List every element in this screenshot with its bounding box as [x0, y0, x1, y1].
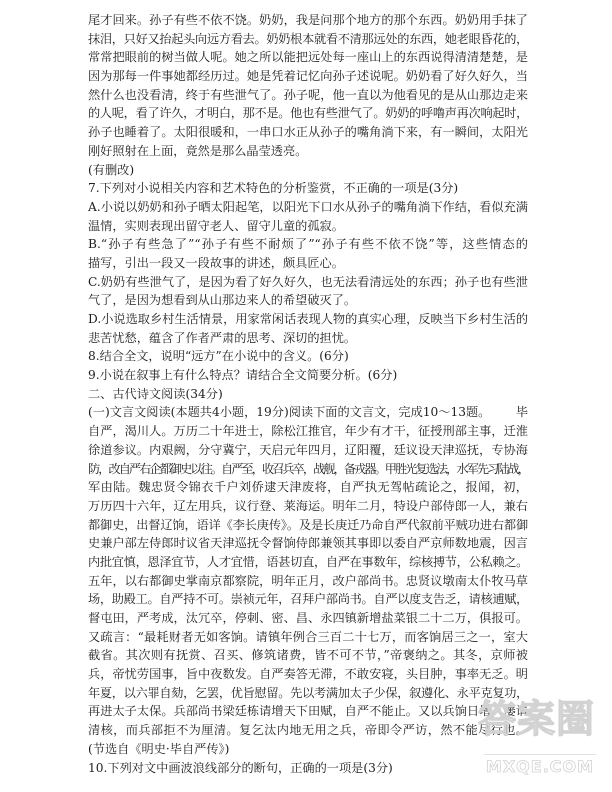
- passage-line: 防，改自严右企都御史以往。自严至，收召兵卒，战舰，备戎器。甲胜光复选法，水军先习陆战，: [88, 461, 528, 476]
- option-b-line: 描写，引出一段又一段故事的讲述，颇具匠心。: [88, 255, 344, 270]
- question-10: 10.下列对文中画波浪线部分的断句，正确的一项是(3分): [88, 760, 393, 775]
- passage-line: 再进太子太保。兵部尚书梁廷栋请增天下田赋，自严不能止。又以兵饷日增，屡请: [88, 704, 528, 719]
- story-line: 因为那每一件事她都经历过。她是凭着记忆向孙子述说呢。奶奶看了好久好久，当: [88, 69, 528, 84]
- passage-line: 万历四十六年，辽左用兵，议行登、莱海运。明年二月，特设户部侍郎一人，兼右: [88, 498, 528, 513]
- passage-line: 兵，帝忧劳国事，旨中夜数发。自严奏答无滞，不敢安寝，头目肿，事率无乏。明: [88, 667, 528, 682]
- passage-line: 军由陆。魏忠贤令锦衣千户刘侨逮天津废将，自严执无驾帖疏论之，报闻，初，: [88, 480, 528, 495]
- passage-line: 督屯田，严考成，汰冗卒，停刺、密、昌、永四镇新增盐菜银二十二万，俱报可。: [88, 611, 528, 625]
- option-a-line: A.小说以奶奶和孙子晒太阳起笔，以阳光下口水从孙子的嘴角淌下作结，看似充满: [88, 199, 528, 214]
- passage-line: 年夏，以六罪自劾，乞罢，优旨慰留。先以考满加太子少保，叙遵化、永平克复功，: [88, 685, 528, 700]
- classical-reading-intro: [88, 403, 528, 422]
- passage-line: 清核，而兵部拒不为厘清。复乞汰内地无用之兵，帝即令严访，然不能尽行也。: [88, 723, 528, 738]
- option-a-line: 温情，实则表现出留守老人、留守儿童的孤寂。: [88, 218, 344, 233]
- story-line: 刚好照射在上面，竟然是那么晶莹透亮。: [88, 143, 308, 158]
- story-line: 抹泪，只好又抬起头向远方看去。奶奶根本就看不清那远处的东西，她老眼昏花的，: [88, 31, 528, 46]
- story-line: 孙子也睡着了。太阳很暖和，一串口水正从孙子的嘴角淌下来，有一瞬间，太阳光: [88, 125, 528, 140]
- passage-line: 史兼户部左侍郎时议省天津巡抚令督饷侍郎兼领其事即以委自严京师数地震，因言: [88, 536, 528, 551]
- watermark-site: MXQE.COM: [484, 754, 596, 779]
- story-line: 的人呢，看了许久，才明白，那不是。他也有些泄气了。奶奶的呼噜声再次响起时，: [88, 106, 528, 121]
- passage-source: (节选自《明史·毕自严传》): [88, 741, 230, 756]
- revision-note: (有删改): [88, 162, 135, 177]
- question-8: 8.结合全文，说明“远方”在小说中的含义。(6分): [88, 349, 349, 364]
- passage-line: 又疏言：“最耗财者无如客饷。请镇年例合三百二十七万，而客饷居三之一，室大: [88, 629, 528, 644]
- watermark-logo: 答案圈: [478, 697, 596, 741]
- passage-line: 都御史，出督辽饷，语详《李长庚传》。及是长庚迁乃命自严代叙前平贼功进右都御: [88, 517, 528, 532]
- option-d-line: 悲苦忧愁，蕴含了作者严肃的思考、深切的担忧。: [88, 330, 357, 345]
- passage-line: 截省。其次则有抚赏、召买、修筑诸费，皆不可不节，”帝褒纳之。其冬，京师被: [88, 648, 528, 663]
- passage-line: 内批宜慎，恩泽宜节，人才宜惜，语甚切直，自严在事数年，综核搏节，公私赖之。: [88, 554, 528, 569]
- story-line: 常常把眼前的树当做人呢。她之所以能把远处每一座山上的东西说得清清楚楚，是: [88, 50, 528, 65]
- story-line: 尾才回来。孙子有些不依不饶。奶奶，我是问那个地方的那个东西。奶奶用手抹了: [88, 13, 528, 27]
- section-heading: 二、古代诗文阅读(34分): [88, 386, 223, 401]
- passage-line: 场，助殿工。自严持不可。崇祯元年，召拜户部尚书。自严以度支告乏，请核逋赋，: [88, 592, 528, 607]
- option-c-line: C.奶奶有些泄气了，是因为看了好久好久，也无法看清远处的东西；孙子也有些泄: [88, 274, 528, 289]
- story-line: 然什么也没看清，终于有些泄气了。孙子呢，他一直以为他看见的是从山那边走来: [88, 87, 528, 102]
- intro-text: (一)文言文阅读(本题共4小题，19分)阅读下面的文言文，完成10～13题。: [88, 405, 491, 420]
- passage-line: 徐道参议。内艰阙，分守冀宁，天启元年四月，辽阳覆，廷议设天津巡抚，专协海: [88, 442, 528, 457]
- question-9: 9.小说在叙事上有什么特点？请结合全文简要分析。(6分): [88, 368, 398, 383]
- passage-line: 自严，渴川人。万历二十年进士，除松江推官，年少有才干，征授刑部主事，迁淮: [88, 424, 528, 439]
- option-d-line: D.小说选取乡村生活情景，用家常闲话表现人物的真实心理，反映当下乡村生活的: [88, 312, 528, 326]
- passage-line: 五年，以右都御史掌南京都察院，明年正月，改户部尚书。忠贤议墩南太仆牧马草: [88, 573, 528, 588]
- question-7-stem: 7.下列对小说相关内容和艺术特色的分析鉴赏，不正确的一项是(3分): [88, 181, 459, 196]
- exam-page: [88, 11, 528, 777]
- option-c-line: 气了，是因为想看到从山那边来人的希望破灭了。: [88, 293, 357, 308]
- option-b-line: B.“孙子有些急了”“孙子有些不耐烦了”“孙子有些不依不饶”等，这些情态的: [88, 237, 528, 252]
- passage-lead: 毕: [515, 405, 528, 420]
